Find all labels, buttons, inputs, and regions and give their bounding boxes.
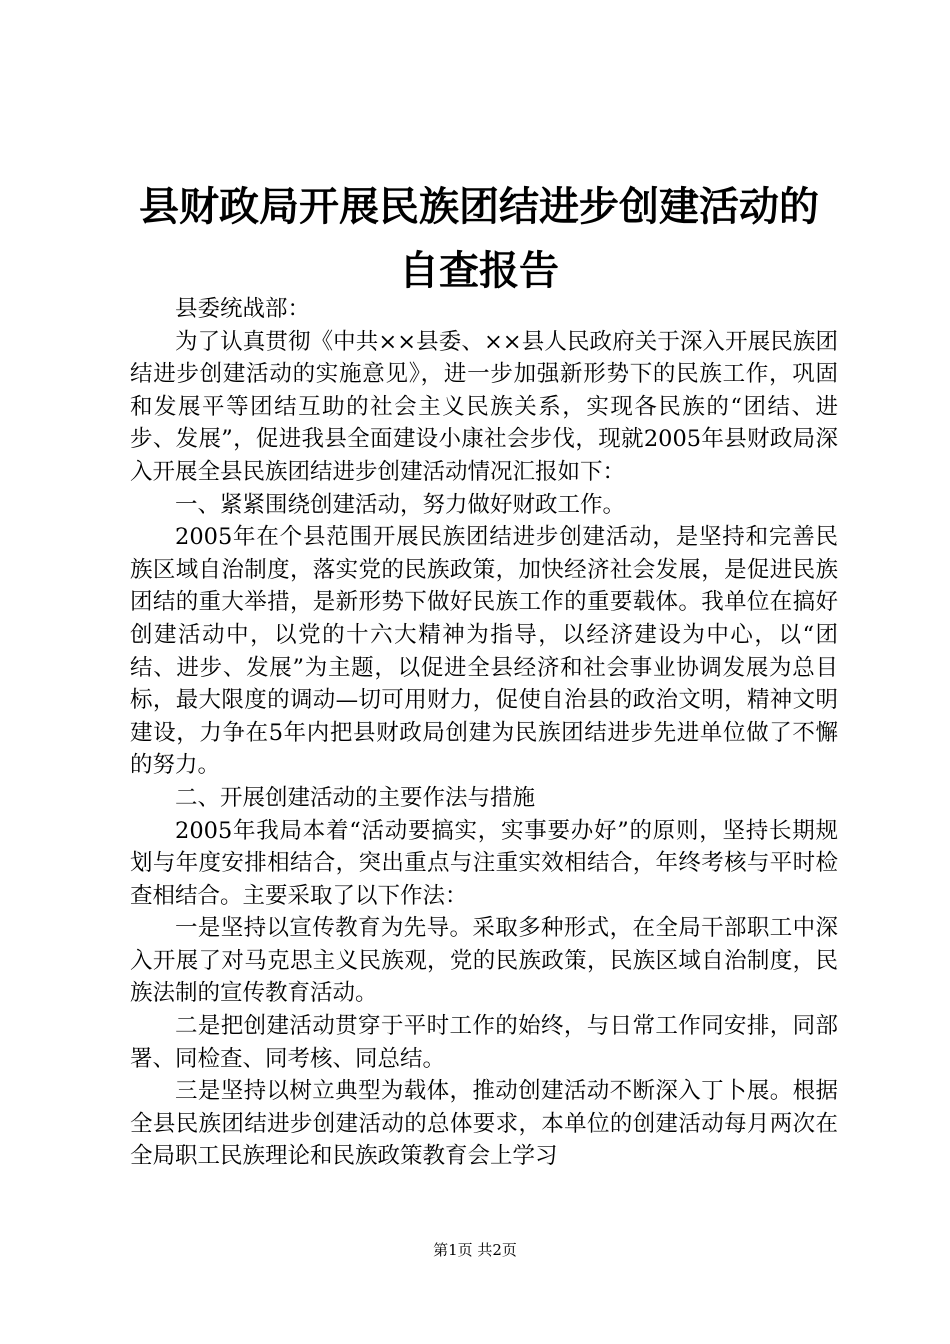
body-paragraph: 三是坚持以树立典型为载体，推动创建活动不断深入丁卜展。根据全县民族团结进步创建活动的总体要求，本单位的创建活动每月两次在全局职工民族理论和民族政策教育会上学习: [130, 1078, 838, 1170]
section-heading-2: 二、开展创建活动的主要作法与措施: [175, 784, 536, 811]
body-paragraph: 2005年我局本着“活动要搞实，实事要办好”的原则，坚持长期规划与年度安排相结合，突出重点与注重实效相结合，年终考核与平时检查相结合。主要采取了以下作法：: [130, 817, 838, 909]
body-paragraph: 二是把创建活动贯穿于平时工作的始终，与日常工作同安排，同部署、同检查、同考核、同总结。: [130, 1013, 838, 1072]
body-paragraph: 一是坚持以宣传教育为先导。采取多种形式，在全局干部职工中深入开展了对马克思主义民族观，党的民族政策，民族区域自治制度，民族法制的宣传教育活动。: [130, 915, 838, 1007]
intro-paragraph: 为了认真贯彻《中共××县委、××县人民政府关于深入开展民族团结进步创建活动的实施意见》，进一步加强新形势下的民族工作，巩固和发展平等团结互助的社会主义民族关系，实现各民族的“团结、进步、发展”，促进我县全面建设小康社会步伐，现就2005年县财政局深入开展全县民族团结进步创建活动情况汇报如下：: [130, 328, 838, 485]
body-paragraph: 2005年在个县范围开展民族团结进步创建活动，是坚持和完善民族区域自治制度，落实党的民族政策，加快经济社会发展，是促进民族团结的重大举措，是新形势下做好民族工作的重要载体。我单位在搞好创建活动中，以党的十六大精神为指导，以经济建设为中心，以“团结、进步、发展”为主题，以促进全县经济和社会事业协调发展为总目标，最大限度的调动—切可用财力，促使自治县的政治文明，精神文明建设，力争在5年内把县财政局创建为民族团结进步先进单位做了不懈的努力。: [130, 524, 838, 779]
document-body: [130, 293, 838, 1173]
section-heading-1: 一、紧紧围绕创建活动，努力做好财政工作。: [175, 491, 626, 518]
page-footer: 第1页 共2页: [433, 1241, 517, 1259]
salutation-paragraph: 县委统战部：: [175, 296, 311, 322]
document-title: 县财政局开展民族团结进步创建活动的自查报告: [139, 183, 819, 294]
